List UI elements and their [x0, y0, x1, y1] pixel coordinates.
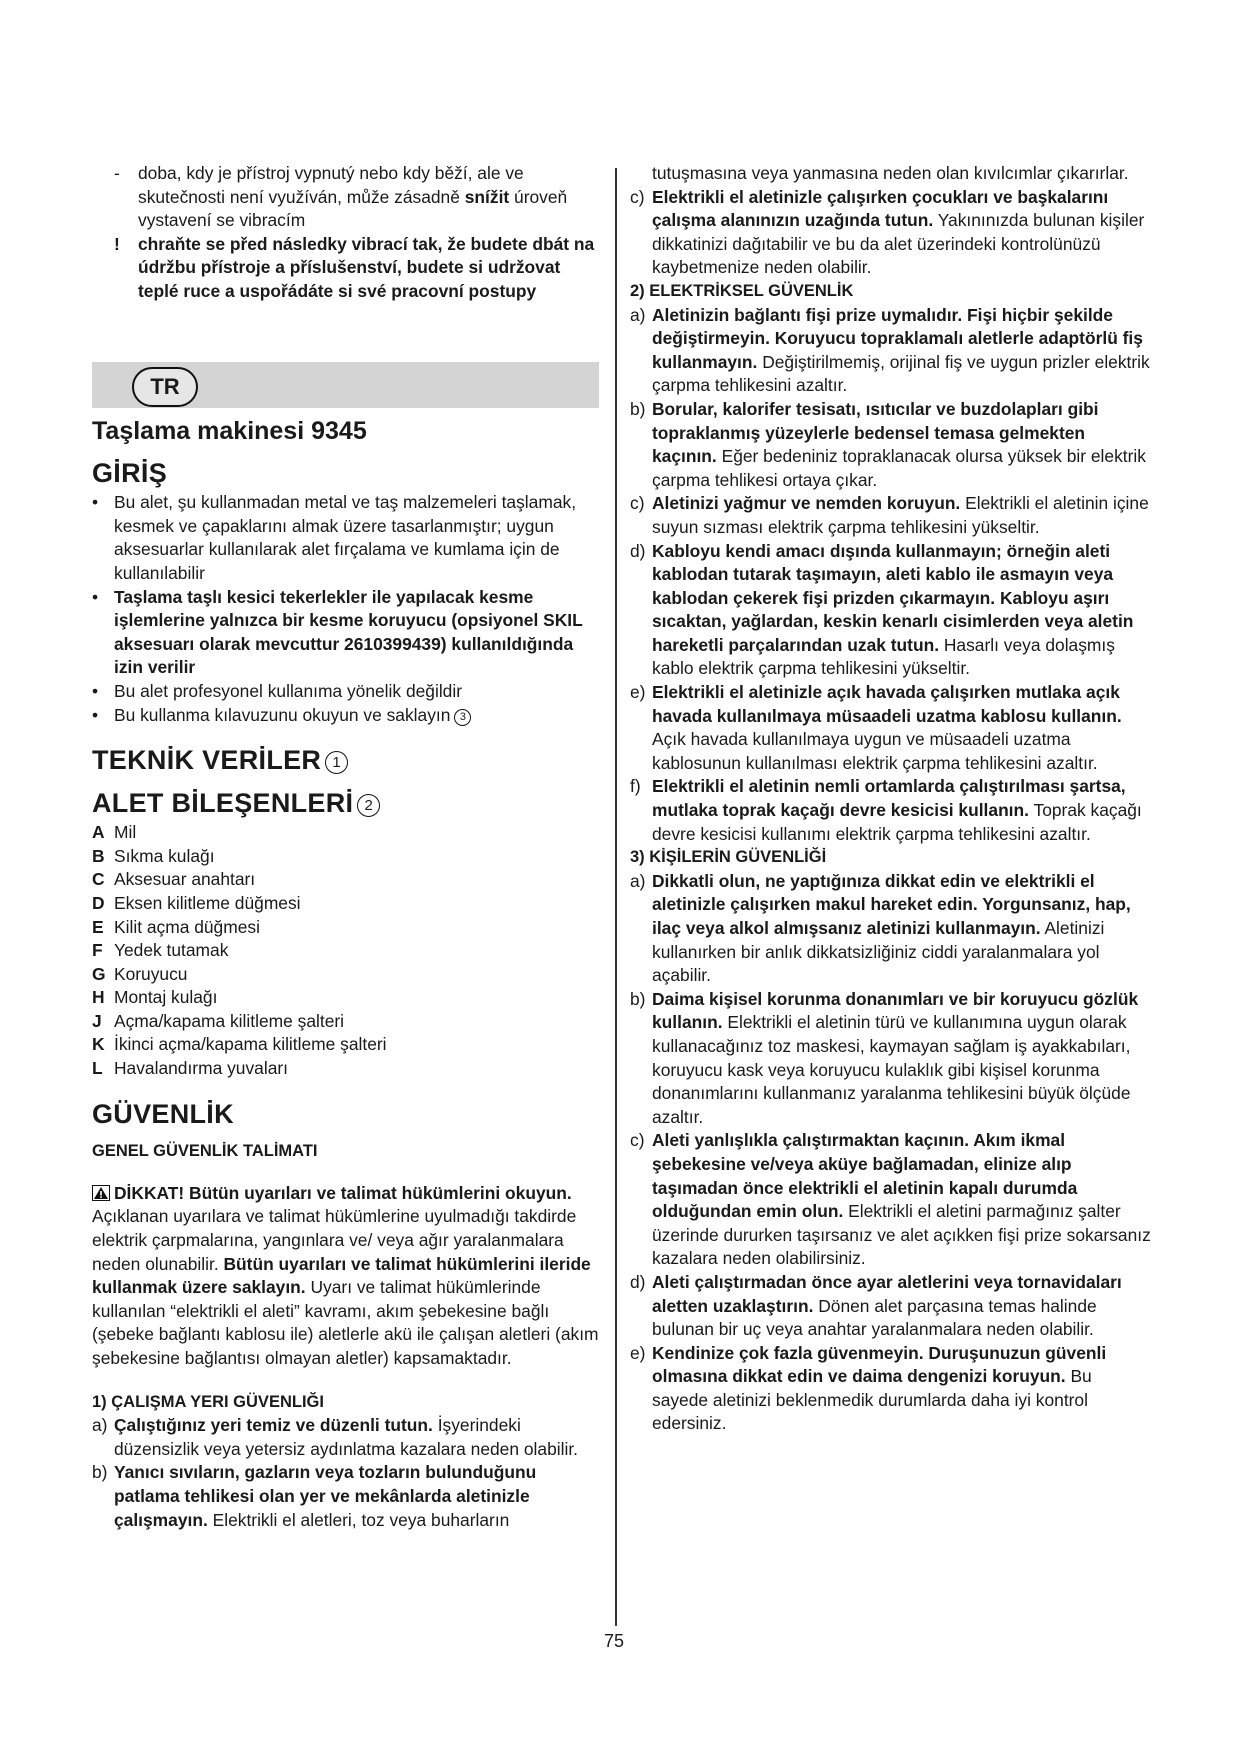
- component-label: Koruyucu: [114, 963, 188, 984]
- component-item: [92, 868, 604, 892]
- giris-bullet: • Bu kullanma kılavuzunu okuyun ve saklayın 3: [92, 704, 604, 728]
- s2-heading: 2) ELEKTRİKSEL GÜVENLİK: [630, 281, 854, 300]
- s3-item-b: b) Daima kişisel korunma donanımları ve bir koruyucu gözlük kullanın. Elektrikli el aletinin türü ve kullanımına uygun olarak kullanacağınız toz maskesi, kaymayan sağlam iş ayakkabıları, koruyucu kask veya koruyucu kulaklık gibi kişisel korunma donanımlarını kullanmanız yaralanma tehlikesini büyük ölçüde azaltır.: [630, 988, 1139, 1127]
- component-item: [92, 939, 604, 963]
- cz-excl-item: [114, 233, 604, 304]
- s1-item-b: b) Yanıcı sıvıların, gazların veya tozların bulunduğunu patlama tehlikesi olan yer ve mekânlarda aletinizle çalışmayın. Elektrikli el aletleri, toz veya buharların: [92, 1462, 537, 1530]
- component-label: Aksesuar anahtarı: [114, 869, 256, 890]
- component-item: [92, 986, 604, 1010]
- component-letter: L: [92, 1058, 103, 1079]
- s1-item-b-cont: tutuşmasına veya yanmasına neden olan kıvılcımlar çıkarırlar.: [652, 163, 1129, 183]
- component-letter: B: [92, 845, 105, 866]
- language-badge: TR: [132, 367, 198, 407]
- s3-item-c: c) Aleti yanlışlıkla çalıştırmaktan kaçının. Akım ikmal şebekesine ve/veya aküye bağlamadan, elinize alıp taşımadan önce elektrikli el aletinin kapalı durumda olduğundan emin olun. Elektrikli el aletini parmağınız şalter üzerinde dururken taşırsanız ve alet açıkken fişi prize sokarsanız kazalara neden olabilirsiniz.: [630, 1130, 1151, 1269]
- component-item: [92, 845, 604, 869]
- column-divider: [615, 168, 617, 1626]
- figure-ref-3: 3: [454, 709, 471, 726]
- component-label: Sıkma kulağı: [114, 845, 215, 866]
- component-letter: A: [92, 822, 105, 843]
- cz-excl-text: chraňte se před následky vibrací tak, že budete dbát na údržbu přístroje a příslušenství, budete si udržovat teplé ruce a uspořádáte si své pracovní postupy: [138, 233, 595, 301]
- component-label: Mil: [114, 822, 137, 843]
- s3-item-a: a) Dikkatli olun, ne yaptığınıza dikkat edin ve elektrikli el aletinizle çalışırken makul hareket edin. Yorgunsanız, hap, ilaç veya alkol almışsanız aletinizi kullanmayın. Aletinizi kullanırken bir anlık dikkatsizliğiniz ciddi yaralanmalara yol açabilir.: [630, 870, 1131, 986]
- s3-heading: 3) KİŞİLERİN GÜVENLİĞİ: [630, 848, 827, 867]
- component-label: Eksen kilitleme düğmesi: [114, 892, 301, 913]
- guvenlik-subheading: GENEL GÜVENLİK TALİMATI: [92, 1142, 318, 1161]
- s2-item-b: b) Borular, kalorifer tesisatı, ısıtıcılar ve buzdolapları gibi topraklanmış yüzeylerle bedensel temasa gelmekten kaçının. Eğer bedeniniz topraklanacak olursa yüksek bir elektrik çarpma tehlikesi ortaya çıkar.: [630, 398, 1146, 490]
- component-label: Açma/kapama kilitleme şalteri: [114, 1010, 345, 1031]
- component-item: [92, 916, 604, 940]
- component-item: [92, 963, 604, 987]
- component-label: Havalandırma yuvaları: [114, 1058, 288, 1079]
- component-letter: K: [92, 1034, 105, 1055]
- left-column-main: [92, 417, 604, 1532]
- giris-bullet: • Bu alet profesyonel kullanıma yönelik değildir: [92, 680, 463, 701]
- component-item: [92, 1057, 604, 1081]
- dash-marker: -: [114, 163, 120, 183]
- left-column: [92, 162, 604, 304]
- cz-dash-bold: snížit: [464, 186, 510, 207]
- s2-item-d: d) Kabloyu kendi amacı dışında kullanmayın; örneğin aleti kablodan tutarak taşımayın, aleti kablo ile asmayın veya kablodan çekerek fişi prizden çıkarmayın. Kabloyu aşırı sıcaktan, yağlardan, keskin kenarlı cisimlerden veya aletin hareketli parçalarından uzak tutun. Hasarlı veya dolaşmış kablo elektrik çarpma tehlikesini yükseltir.: [630, 540, 1134, 679]
- giris-heading: GİRİŞ: [92, 457, 168, 488]
- s2-item-a: a) Aletinizin bağlantı fişi prize uymalıdır. Fişi hiçbir şekilde değiştirmeyin. Koruyucu topraklamalı aletlerle adaptörlü fiş kullanmayın. Değiştirilmemiş, orijinal fiş ve uygun prizler elektrik çarpma tehlikesini azaltır.: [630, 304, 1150, 396]
- component-letter: J: [92, 1010, 102, 1031]
- component-letter: C: [92, 869, 105, 890]
- page-number: 75: [604, 1631, 625, 1651]
- component-label: Kilit açma düğmesi: [114, 916, 260, 937]
- figure-ref-2: 2: [357, 794, 380, 817]
- cz-dash-item: [114, 162, 604, 233]
- cz-dash-text: doba, kdy je přístroj vypnutý nebo kdy běží, ale ve skutečnosti není využíván, může zásadně: [138, 163, 524, 207]
- component-list: [92, 821, 604, 1081]
- component-label: Montaj kulağı: [114, 987, 218, 1008]
- guvenlik-heading: GÜVENLİK: [92, 1098, 234, 1129]
- component-label: Yedek tutamak: [114, 940, 229, 961]
- s2-item-c: c) Aletinizi yağmur ve nemden koruyun. Elektrikli el aletinin içine suyun sızması elektrik çarpma tehlikesini yükseltir.: [630, 493, 1149, 537]
- component-letter: E: [92, 916, 104, 937]
- warning-icon: [92, 1185, 110, 1201]
- teknik-heading: TEKNİK VERİLER 1: [92, 749, 604, 774]
- s3-item-e: e) Kendinize çok fazla güvenmeyin. Duruşunuzun güvenli olmasına dikkat edin ve daima dengenizi koruyun. Bu sayede aletinizi beklenmedik durumlarda daha iyi kontrol edersiniz.: [630, 1342, 1107, 1434]
- warning-paragraph: DİKKAT! Bütün uyarıları ve talimat hükümlerini okuyun. Açıklanan uyarılara ve talimat hükümlerine uyulmadığı takdirde elektrik çarpmalarına, yangınlara ve/ veya ağır yaralanmalara neden olunabilir. Bütün uyarıları ve talimat hükümlerini ileride kullanmak üzere saklayın. Uyarı ve talimat hükümlerinde kullanılan “elektrikli el aleti” kavramı, akım şebekesine bağlı (şebeke bağlantı kablosu ile) aletlerle akü ile çalışan aletleri (akım şebekesine bağlantısı olmayan aletler) kapsamaktadır.: [92, 1182, 599, 1368]
- s2-item-e: e) Elektrikli el aletinizle açık havada çalışırken mutlaka açık havada kullanılmaya müsaadeli uzatma kablosu kullanın. Açık havada kullanılmaya uygun ve müsaadeli uzatma kablosunun kullanılması elektrik çarpma tehlikesini azaltır.: [630, 682, 1122, 773]
- s1-item-c: c) Elektrikli el aletinizle çalışırken çocukları ve başkalarını çalışma alanınızın uzağında tutun. Yakınınızda bulunan kişiler dikkatinizi dağıtabilir ve bu da alet üzerindeki kontrolünüzü kaybetmenize neden olabilir.: [630, 186, 1145, 278]
- component-item: [92, 821, 604, 845]
- s1-heading: 1) ÇALIŞMA YERI GÜVENLIĞI: [92, 1392, 324, 1411]
- figure-ref-1: 1: [325, 751, 348, 774]
- giris-bullet: • Taşlama taşlı kesici tekerlekler ile yapılacak kesme işlemlerine yalnızca bir kesme koruyucu (opsiyonel SKIL aksesuarı olarak mevcuttur 2610399439) kullanıldığında izin verilir: [92, 586, 583, 678]
- component-item: [92, 1033, 604, 1057]
- component-letter: G: [92, 963, 106, 984]
- giris-bullet: • Bu alet, şu kullanmadan metal ve taş malzemeleri taşlamak, kesmek ve çapaklarını almak üzere tasarlanmıştır; uygun aksesuarlar kullanılarak alet fırçalama ve kumlama için de kullanılabilir: [92, 492, 577, 583]
- s1-item-a: a) Çalıştığınız yeri temiz ve düzenli tutun. İşyerindeki düzensizlik veya yetersiz aydınlatma kazalara neden olabilir.: [92, 1415, 578, 1459]
- s3-item-d: d) Aleti çalıştırmadan önce ayar aletlerini veya tornavidaları aletten uzaklaştırın. Dönen alet parçasına temas halinde bulunan bir uç veya anahtar yaralanmalara neden olabilir.: [630, 1271, 1122, 1340]
- doc-title: Taşlama makinesi 9345: [92, 417, 367, 445]
- component-label: İkinci açma/kapama kilitleme şalteri: [114, 1034, 387, 1055]
- component-letter: D: [92, 892, 105, 913]
- right-column: [630, 162, 1152, 1436]
- s2-item-f: f) Elektrikli el aletinin nemli ortamlarda çalıştırılması şartsa, mutlaka toprak kaçağı devre kesicisi kullanın. Toprak kaçağı devre kesicisi kullanımı elektrik çarpma tehlikesini azaltır.: [630, 776, 1142, 844]
- component-letter: F: [92, 940, 103, 961]
- excl-marker: !: [114, 233, 120, 254]
- alet-heading: ALET BİLEŞENLERİ 2: [92, 792, 604, 817]
- component-item: [92, 892, 604, 916]
- component-letter: H: [92, 987, 105, 1008]
- cz-dash-tail: úroveň vystavení se vibracím: [138, 186, 568, 231]
- component-item: [92, 1010, 604, 1034]
